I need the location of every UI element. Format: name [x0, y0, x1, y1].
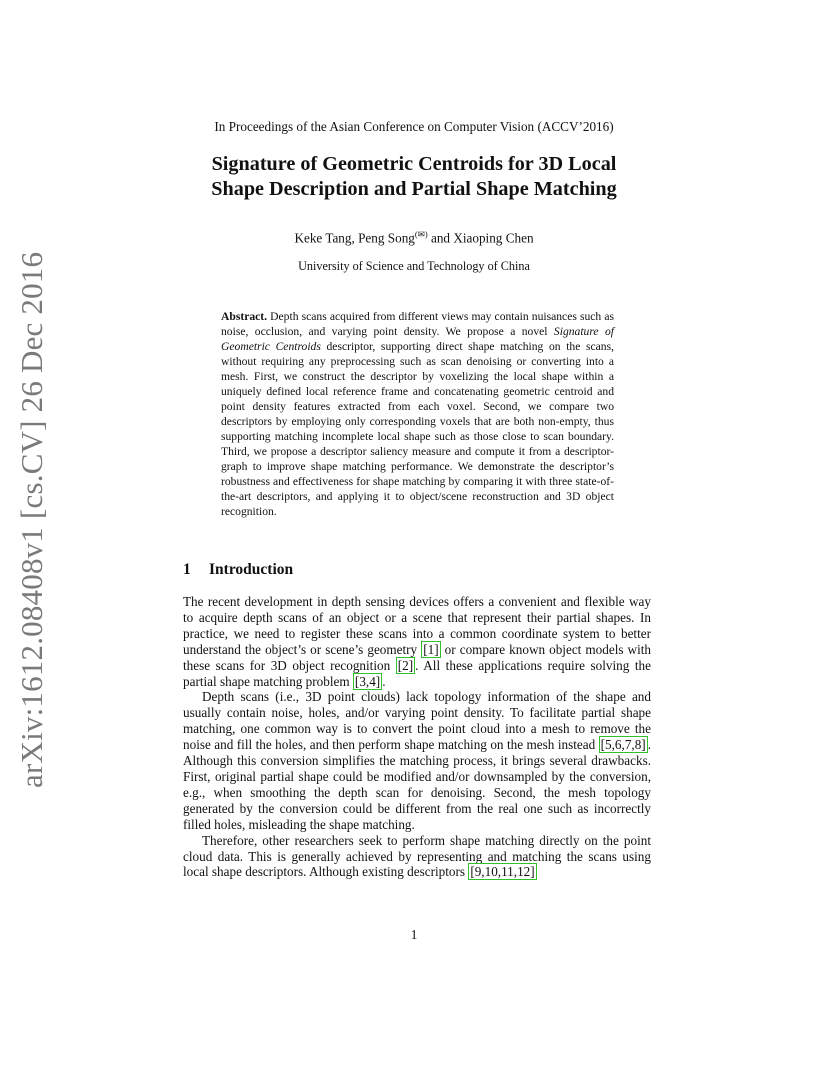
- paragraph-text: . Although this conversion simplifies the matching process, it brings several drawbacks. First, original partial shape could be modified and/or downsampled by the conversion, e.g., when smoothing the depth scan for denoising. Second, the mesh topology generated by the conversion could be different from the real one such as incorrectly filled holes, misleading the shape matching.: [183, 737, 651, 832]
- paragraph-text: .: [382, 673, 386, 689]
- paragraph-text: Therefore, other researchers seek to perform shape matching directly on the point cloud data. This is generally achieved by representing and matching the scans using local shape descriptors. Although existing descriptors: [183, 832, 651, 880]
- body-text: [183, 594, 651, 880]
- abstract: [221, 309, 614, 519]
- arxiv-stamp: arXiv:1612.08408v1 [cs.CV] 26 Dec 2016: [14, 251, 49, 788]
- citation-link[interactable]: [3,4]: [354, 673, 381, 689]
- abstract-text-2: descriptor, supporting direct shape matching on the scans, without requiring any preprocessing such as scan denoising or converting into a mesh. First, we construct the descriptor by voxelizing the local shape within a uniquely defined local reference frame and concatenating geometric centroid and point density features extracted from each voxel. Second, we compare two descriptors by employing only corresponding voxels that are both non-empty, thus supporting matching incomplete local shape such as those close to scan boundary. Third, we propose a descriptor saliency measure and compute it from a descriptor-graph to improve shape matching performance. We demonstrate the descriptor’s robustness and effectiveness for shape matching by comparing it with three state-of-the-art descriptors, and applying it to object/scene reconstruction and 3D object recognition.: [221, 340, 614, 518]
- paragraph-2: [183, 689, 651, 832]
- section-title: Introduction: [209, 561, 294, 578]
- paragraph-text: The recent development in depth sensing devices offers a convenient and flexible way to acquire depth scans of an object or a scene that represent their partial shapes. In practice, we need to register these scans into a common coordinate system to better understand the object’s or scene’s geometry: [183, 594, 651, 657]
- citation-link[interactable]: [5,6,7,8]: [600, 737, 646, 753]
- author-list: [0, 229, 828, 246]
- conference-header: In Proceedings of the Asian Conference on Computer Vision (ACCV’2016): [214, 119, 614, 134]
- paragraph-text: Depth scans (i.e., 3D point clouds) lack topology information of the shape and usually contain noise, holes, and/or varying point density. To facilitate partial shape matching, one common way is to convert the point cloud into a mesh to remove the noise and fill the holes, and then perform shape matching on the mesh instead: [183, 689, 651, 753]
- descriptor-name: Signature of Geometric Centroids: [221, 325, 614, 353]
- citation-link[interactable]: [2]: [397, 657, 414, 673]
- authors-part-2: and Xiaoping Chen: [427, 230, 534, 246]
- abstract-label: Abstract.: [221, 310, 268, 323]
- title-line-2: Shape Description and Partial Shape Matching: [211, 178, 617, 200]
- paper-title: [0, 152, 828, 202]
- paragraph-3: [183, 833, 651, 881]
- authors-part-1: Keke Tang, Peng Song: [294, 230, 415, 246]
- page-number: 1: [410, 927, 418, 942]
- section-number: 1: [183, 561, 191, 578]
- paragraph-text: . All these applications require solving the partial shape matching problem: [183, 657, 652, 689]
- corresponding-author-mark: (✉): [414, 229, 428, 239]
- citation-link[interactable]: [1]: [423, 641, 439, 657]
- affiliation: University of Science and Technology of China: [298, 259, 530, 273]
- section-heading: [183, 561, 293, 579]
- title-line-1: Signature of Geometric Centroids for 3D Local: [211, 153, 617, 175]
- paragraph-text: or compare known object models with these scans for 3D object recognition: [183, 641, 652, 673]
- paragraph-1: [183, 594, 651, 689]
- citation-link[interactable]: [9,10,11,12]: [470, 864, 535, 880]
- abstract-text-1: Depth scans acquired from different views may contain nuisances such as noise, occlusion, and varying point density. We propose a novel: [221, 310, 614, 338]
